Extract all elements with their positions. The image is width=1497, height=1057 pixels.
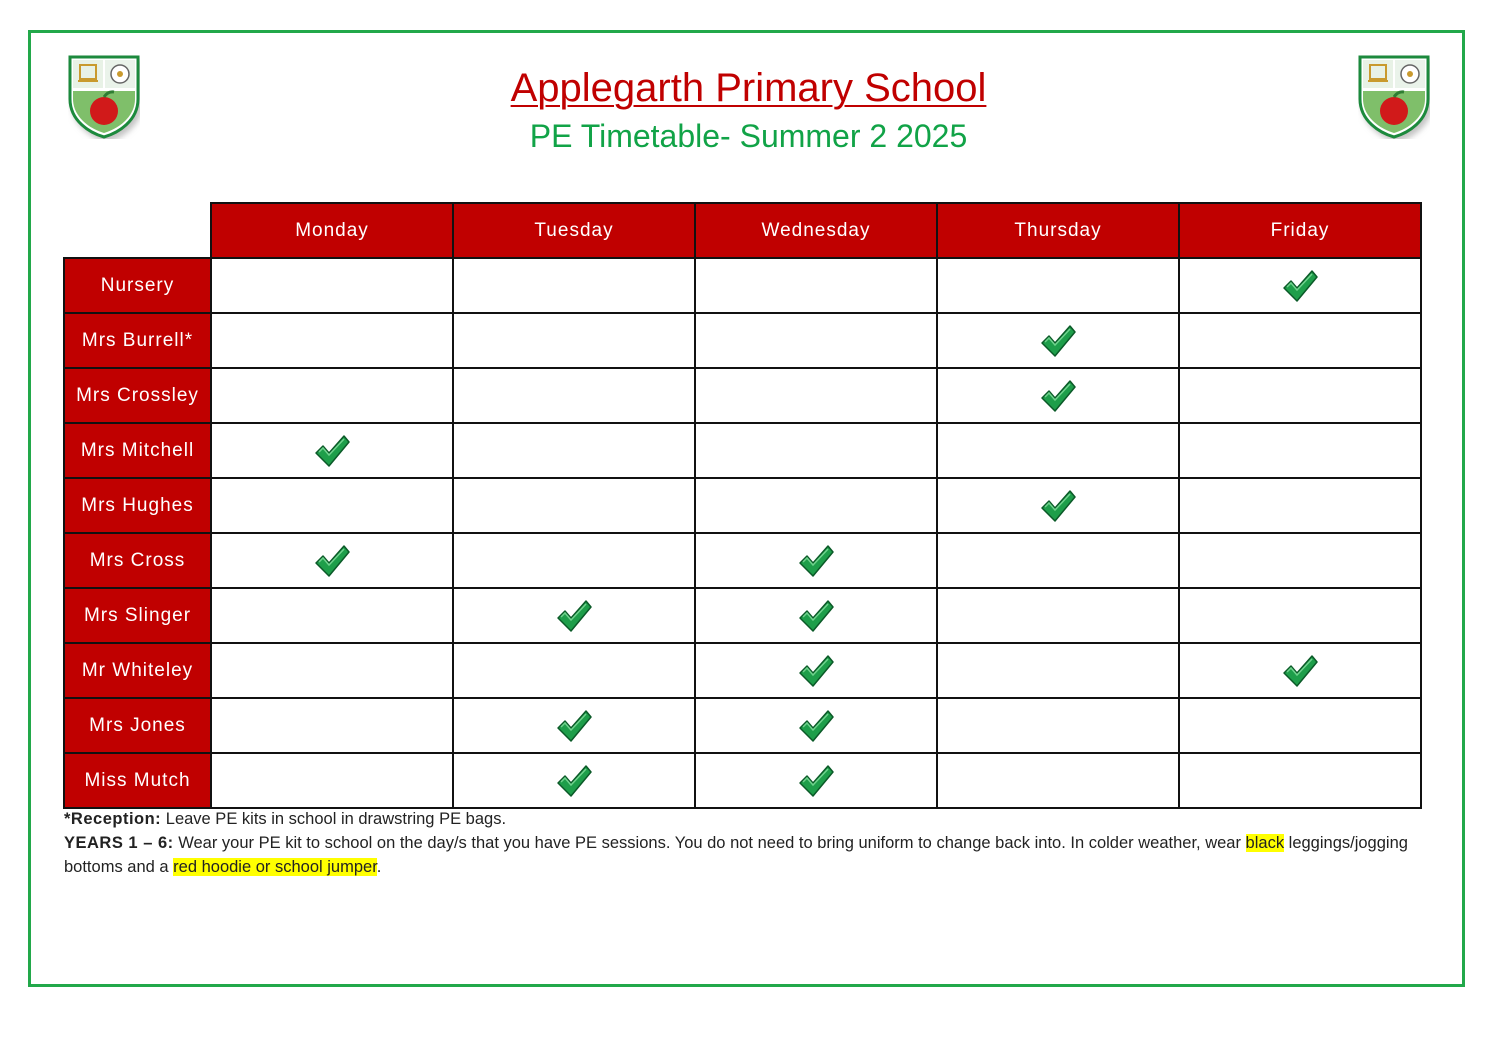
session-cell-tuesday (453, 258, 695, 313)
session-cell-friday (1179, 753, 1421, 808)
class-name-cell: Mrs Burrell* (64, 313, 211, 368)
table-row (64, 643, 1421, 698)
session-cell-monday (211, 753, 453, 808)
check-mark-icon (1281, 268, 1319, 304)
table-row (64, 533, 1421, 588)
session-cell-friday (1179, 313, 1421, 368)
session-cell-thursday (937, 368, 1179, 423)
day-header-friday: Friday (1179, 203, 1421, 258)
check-mark-icon (797, 653, 835, 689)
class-name-cell: Mrs Mitchell (64, 423, 211, 478)
class-name-cell: Mrs Crossley (64, 368, 211, 423)
session-cell-tuesday (453, 698, 695, 753)
session-cell-friday (1179, 698, 1421, 753)
table-row (64, 588, 1421, 643)
session-cell-wednesday (695, 698, 937, 753)
session-cell-tuesday (453, 753, 695, 808)
session-cell-monday (211, 368, 453, 423)
check-mark-icon (797, 543, 835, 579)
session-cell-wednesday (695, 533, 937, 588)
session-cell-tuesday (453, 423, 695, 478)
session-cell-monday (211, 533, 453, 588)
check-mark-icon (1039, 323, 1077, 359)
session-cell-tuesday (453, 478, 695, 533)
session-cell-thursday (937, 588, 1179, 643)
session-cell-tuesday (453, 588, 695, 643)
session-cell-tuesday (453, 368, 695, 423)
table-row (64, 753, 1421, 808)
table-row (64, 698, 1421, 753)
session-cell-friday (1179, 368, 1421, 423)
class-name-cell: Mr Whiteley (64, 643, 211, 698)
years-label: YEARS 1 – 6: (64, 834, 174, 852)
session-cell-thursday (937, 753, 1179, 808)
reception-label: *Reception: (64, 810, 162, 828)
corner-cell (64, 203, 211, 258)
session-cell-wednesday (695, 753, 937, 808)
session-cell-wednesday (695, 258, 937, 313)
timetable-body (64, 258, 1421, 808)
day-header-wednesday: Wednesday (695, 203, 937, 258)
session-cell-monday (211, 423, 453, 478)
check-mark-icon (1039, 488, 1077, 524)
class-name-cell: Mrs Hughes (64, 478, 211, 533)
class-name-cell: Mrs Cross (64, 533, 211, 588)
notes (64, 807, 1424, 879)
session-cell-friday (1179, 588, 1421, 643)
session-cell-friday (1179, 258, 1421, 313)
highlight-jumper: red hoodie or school jumper (173, 858, 377, 876)
day-header-thursday: Thursday (937, 203, 1179, 258)
session-cell-tuesday (453, 313, 695, 368)
session-cell-monday (211, 588, 453, 643)
class-name-cell: Mrs Slinger (64, 588, 211, 643)
session-cell-thursday (937, 643, 1179, 698)
table-row (64, 478, 1421, 533)
session-cell-thursday (937, 698, 1179, 753)
session-cell-monday (211, 258, 453, 313)
session-cell-wednesday (695, 478, 937, 533)
session-cell-monday (211, 313, 453, 368)
session-cell-tuesday (453, 643, 695, 698)
session-cell-thursday (937, 423, 1179, 478)
session-cell-wednesday (695, 368, 937, 423)
highlight-black: black (1245, 834, 1285, 852)
years-text: Wear your PE kit to school on the day/s that you have PE sessions. You do not need to bring uniform to change back into. In colder weather, wear (173, 834, 1246, 852)
session-cell-thursday (937, 258, 1179, 313)
session-cell-wednesday (695, 643, 937, 698)
table-row (64, 368, 1421, 423)
session-cell-wednesday (695, 588, 937, 643)
class-name-cell: Mrs Jones (64, 698, 211, 753)
check-mark-icon (797, 598, 835, 634)
table-row (64, 313, 1421, 368)
session-cell-monday (211, 643, 453, 698)
check-mark-icon (555, 763, 593, 799)
check-mark-icon (1281, 653, 1319, 689)
table-row (64, 423, 1421, 478)
pe-timetable (63, 202, 1422, 809)
mid-text: leggings/jogging bottoms and a (64, 834, 1408, 876)
check-mark-icon (797, 763, 835, 799)
class-name-cell: Nursery (64, 258, 211, 313)
check-mark-icon (313, 543, 351, 579)
session-cell-friday (1179, 643, 1421, 698)
session-cell-tuesday (453, 533, 695, 588)
page-title: Applegarth Primary School (510, 66, 987, 110)
session-cell-monday (211, 478, 453, 533)
check-mark-icon (313, 433, 351, 469)
session-cell-friday (1179, 533, 1421, 588)
day-header-tuesday: Tuesday (453, 203, 695, 258)
table-row (64, 258, 1421, 313)
timetable-header-row (64, 203, 1421, 258)
check-mark-icon (555, 708, 593, 744)
check-mark-icon (1039, 378, 1077, 414)
check-mark-icon (797, 708, 835, 744)
session-cell-wednesday (695, 313, 937, 368)
check-mark-icon (555, 598, 593, 634)
session-cell-thursday (937, 313, 1179, 368)
page-subtitle: PE Timetable- Summer 2 2025 (529, 118, 968, 154)
session-cell-wednesday (695, 423, 937, 478)
end-text: . (376, 858, 382, 876)
session-cell-thursday (937, 478, 1179, 533)
reception-text: Leave PE kits in school in drawstring PE bags. (161, 810, 507, 828)
class-name-cell: Miss Mutch (64, 753, 211, 808)
session-cell-thursday (937, 533, 1179, 588)
day-header-monday: Monday (211, 203, 453, 258)
session-cell-friday (1179, 478, 1421, 533)
session-cell-monday (211, 698, 453, 753)
session-cell-friday (1179, 423, 1421, 478)
